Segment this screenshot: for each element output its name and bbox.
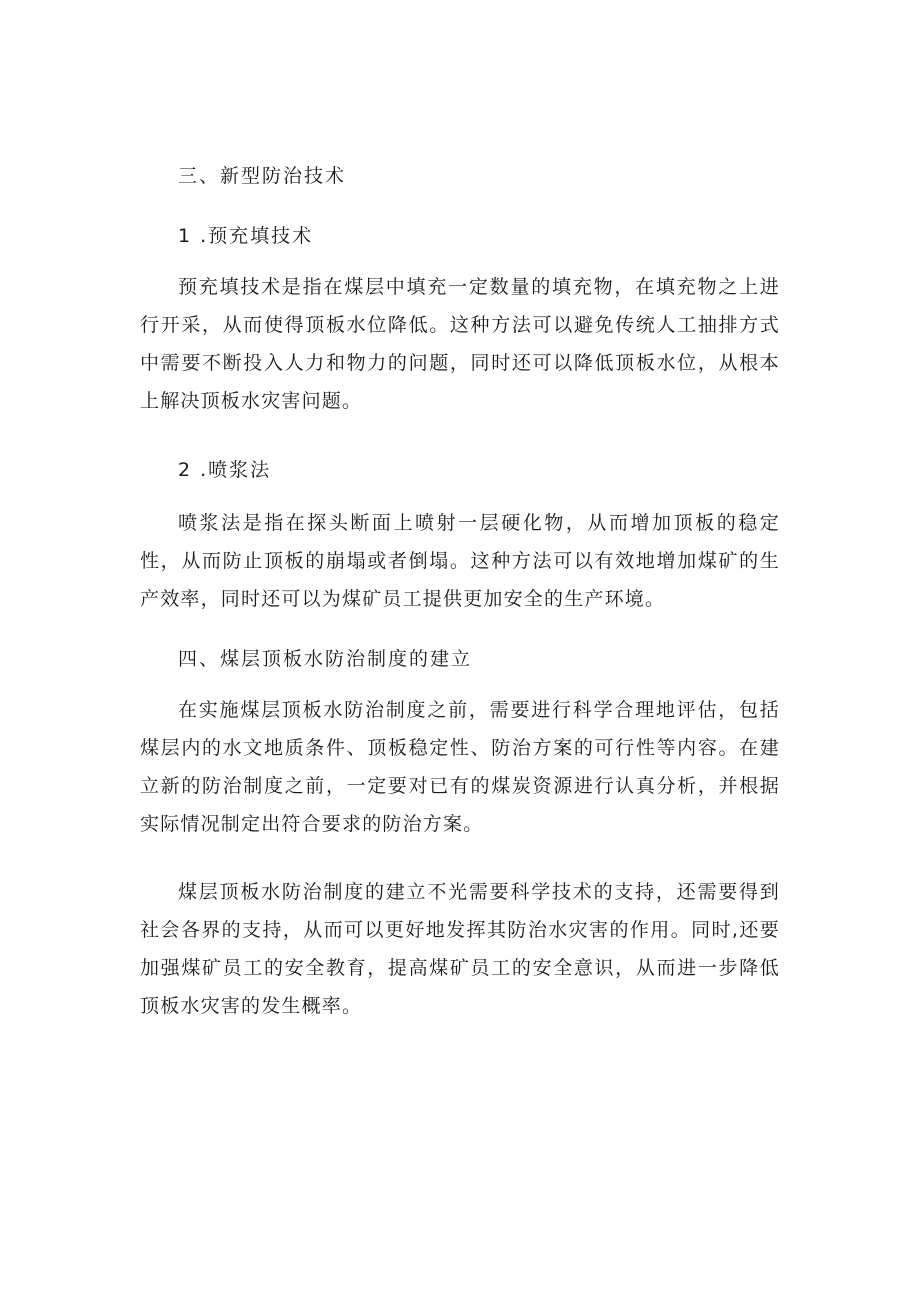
section-4-paragraph-2: 煤层顶板水防治制度的建立不光需要科学技术的支持，还需要得到社会各界的支持，从而可以更好地发挥其防治水灾害的作用。同时,还要加强煤矿员工的安全教育，提高煤矿员工的安全意识，从而进一步降低顶板水灾害的发生概率。: [140, 881, 780, 1017]
section-4-heading: 四、煤层顶板水防治制度的建立: [178, 648, 473, 670]
section-3-heading: 三、新型防治技术: [178, 165, 347, 187]
subsection-1-paragraph: 预充填技术是指在煤层中填充一定数量的填充物，在填充物之上进行开采，从而使得顶板水位降低。这种方法可以避免传统人工抽排方式中需要不断投入人力和物力的问题，同时还可以降低顶板水位，从根本上解决顶板水灾害问题。: [140, 276, 780, 412]
subsection-2-heading: 2 .喷浆法: [178, 459, 272, 481]
subsection-2-paragraph: 喷浆法是指在探头断面上喷射一层硬化物，从而增加顶板的稳定性，从而防止顶板的崩塌或者倒塌。这种方法可以有效地增加煤矿的生产效率，同时还可以为煤矿员工提供更加安全的生产环境。: [140, 512, 780, 610]
subsection-1-heading: 1 .预充填技术: [178, 225, 314, 247]
section-4-paragraph-1: 在实施煤层顶板水防治制度之前，需要进行科学合理地评估，包括煤层内的水文地质条件、顶板稳定性、防治方案的可行性等内容。在建立新的防治制度之前，一定要对已有的煤炭资源进行认真分析，并根据实际情况制定出符合要求的防治方案。: [140, 699, 780, 835]
